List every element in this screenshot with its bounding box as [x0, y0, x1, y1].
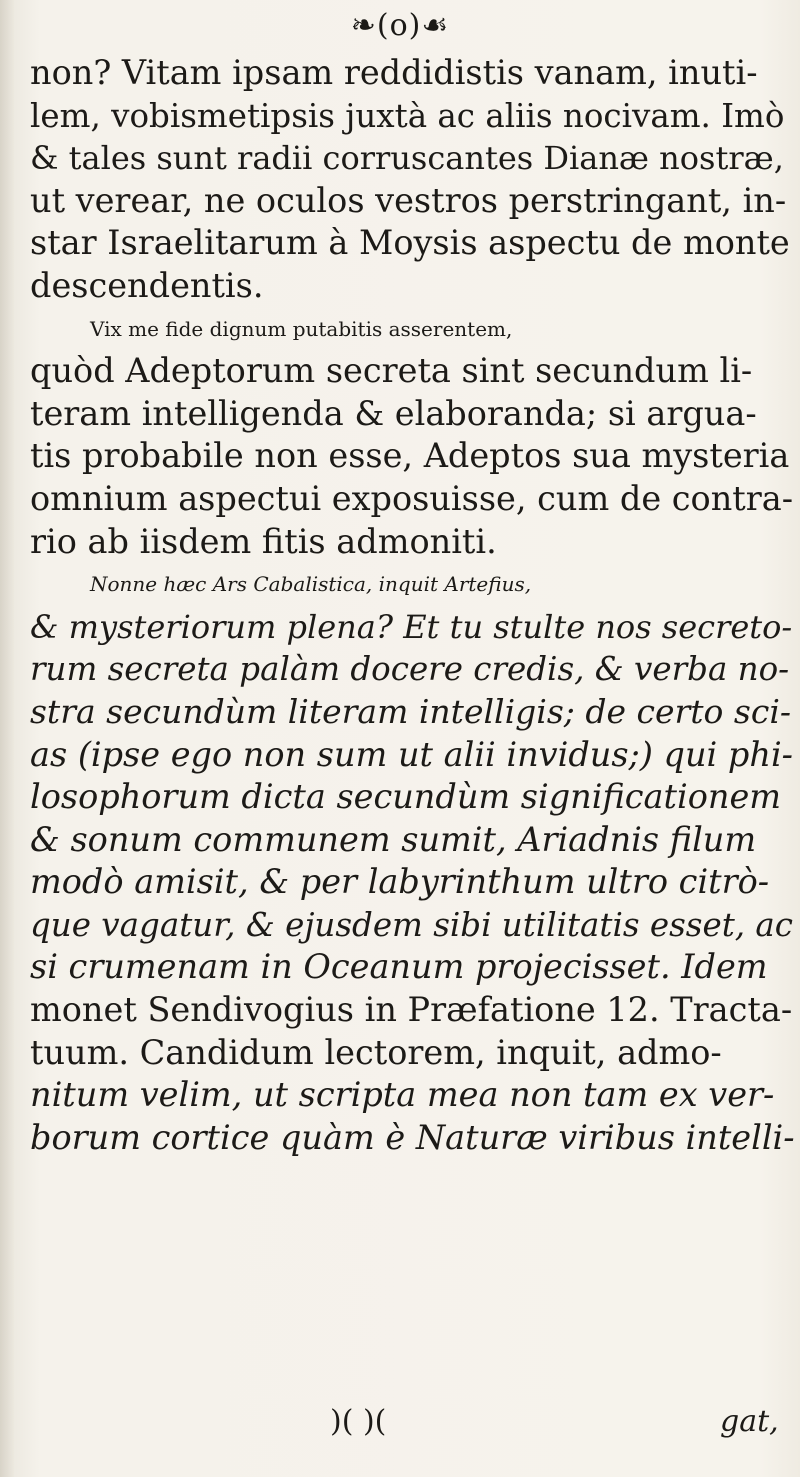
text-line: si crumenam in Oceanum projecisset. Idem	[30, 947, 768, 987]
signature-mark: )( )(	[330, 1404, 387, 1439]
text-line: as (ipse ego non sum ut alii invidus;) qui phi-	[30, 734, 793, 774]
text-line: Vix me fide dignum putabitis asserentem,	[90, 316, 513, 341]
page-gutter	[0, 0, 14, 1477]
text-line: nitum velim, ut scripta mea non tam ex ver-	[30, 1075, 775, 1115]
text-line: tis probabile non esse, Adeptos sua mysteria	[30, 436, 790, 476]
text-line: omnium aspectui exposuisse, cum de contra-	[30, 478, 794, 518]
text-line: modò amisit, & per labyrinthum ultro citrò-	[30, 862, 770, 902]
text-line: lem, vobismetipsis juxtà ac aliis nocivam. Imò	[30, 96, 785, 135]
text-line: rio ab iisdem fitis admoniti.	[30, 521, 497, 561]
text-line: borum cortice quàm è Naturæ viribus intelli-	[30, 1117, 795, 1157]
text-line: & mysteriorum plena? Et tu stulte nos secreto-	[30, 607, 793, 646]
text-line: ut verear, ne oculos vestros perstringant, in-	[30, 180, 787, 220]
text-line: & tales sunt radii corruscantes Dianæ nostræ,	[30, 139, 784, 178]
text-line: Nonne hæc Ars Cabalistica, inquit Artefius,	[90, 572, 532, 597]
text-line: rum secreta palàm docere credis, & verba no-	[30, 650, 790, 689]
text-line: tuum. Candidum lectorem, inquit, admo-	[30, 1032, 722, 1072]
text-line: losophorum dicta secundùm significationem	[30, 777, 782, 817]
page-header-ornament	[0, 6, 800, 46]
text-line: descendentis.	[30, 265, 264, 305]
text-line: star Israelitarum à Moysis aspectu de monte	[30, 223, 790, 263]
text-line: & sonum communem sumit, Ariadnis filum	[30, 819, 757, 859]
header-text: ❧(o)☙	[350, 8, 450, 43]
body-text	[30, 52, 795, 1159]
text-line: teram intelligenda & elaboranda; si argua-	[30, 393, 757, 433]
text-line: quòd Adeptorum secreta sint secundum li-	[30, 351, 753, 391]
text-line: que vagatur, & ejusdem sibi utilitatis esset, ac	[30, 905, 794, 944]
catchword: gat,	[720, 1404, 779, 1439]
text-line: stra secundùm literam intelligis; de certo sci-	[30, 691, 792, 731]
text-line: monet Sendivogius in Præfatione 12. Tracta-	[30, 990, 793, 1030]
text-line: non? Vitam ipsam reddidistis vanam, inuti-	[30, 53, 758, 92]
page-footer	[0, 1402, 800, 1446]
